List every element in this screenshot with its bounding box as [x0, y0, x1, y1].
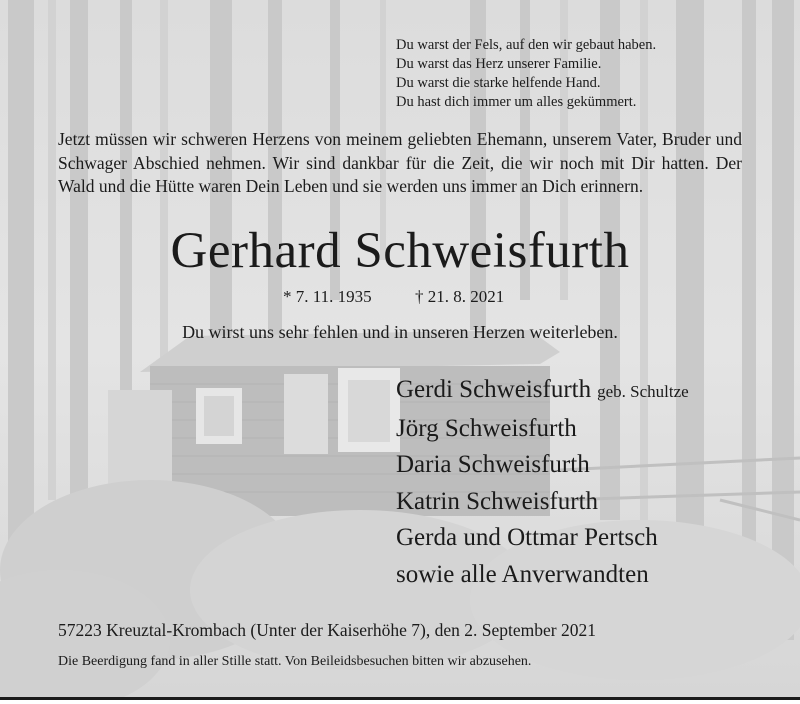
family-member-name: Gerdi Schweisfurth	[396, 376, 592, 403]
verse-line: Du warst das Herz unserer Familie.	[396, 56, 602, 72]
place-and-date: 57223 Kreuztal-Krombach (Unter der Kaiserhöhe 7), den 2. September 2021	[58, 620, 596, 640]
family-member	[396, 411, 689, 448]
maiden-name-note: geb. Schultze	[597, 382, 689, 401]
family-member-name: Gerda und Ottmar Pertsch	[396, 524, 658, 551]
verse-line: Du warst die starke helfende Hand.	[396, 75, 601, 91]
verse-block	[396, 36, 656, 112]
family-member-name: sowie alle Anverwandten	[396, 560, 649, 588]
intro-paragraph: Jetzt müssen wir schweren Herzens von meinem geliebten Ehemann, unserem Vater, Bruder und Schwager Abschied nehmen. Wir sind dankbar für die Zeit, die wir noch mit Dir hatten. Der Wald und die Hütte waren Dein Leben und sie werden uns immer an Dich erinnern.	[58, 129, 742, 196]
verse-line: Du hast dich immer um alles gekümmert.	[396, 94, 637, 110]
family-member-name: Katrin Schweisfurth	[396, 487, 599, 515]
family-member-name: Daria Schweisfurth	[396, 451, 590, 478]
deceased-name: Gerhard Schweisfurth	[170, 223, 630, 279]
birth-date: * 7. 11. 1935	[283, 287, 372, 306]
family-list	[396, 372, 689, 593]
family-member	[396, 484, 689, 521]
family-member	[396, 520, 689, 557]
family-member	[396, 447, 689, 484]
closing-line: Du wirst uns sehr fehlen und in unseren Herzen weiterleben.	[182, 322, 618, 342]
family-member	[396, 557, 689, 594]
family-member-name: Jörg Schweisfurth	[396, 414, 577, 442]
funeral-note: Die Beerdigung fand in aller Stille statt. Von Beileidsbesuchen bitten wir abzusehen.	[58, 654, 532, 669]
family-member	[396, 372, 689, 411]
death-date: † 21. 8. 2021	[415, 287, 505, 306]
verse-line: Du warst der Fels, auf den wir gebaut haben.	[396, 37, 657, 53]
